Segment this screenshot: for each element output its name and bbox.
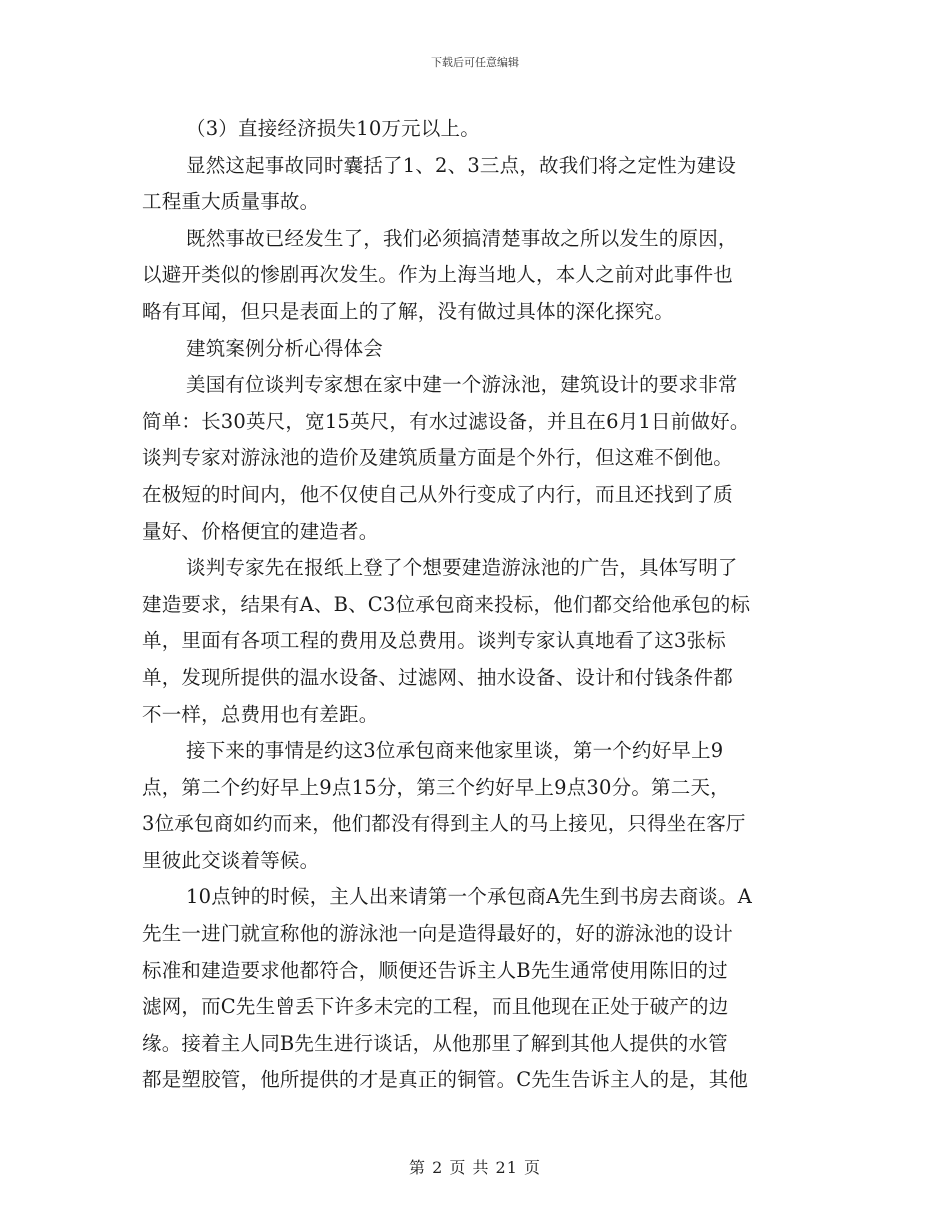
paragraph-line: 以避开类似的惨剧再次发生。作为上海当地人，本人之前对此事件也 [142,263,734,287]
paragraph-line: 3位承包商如约而来，他们都没有得到主人的马上接见，只得坐在客厅 [142,812,746,836]
paragraph-line: 工程重大质量事故。 [142,190,320,214]
paragraph-line: 单，里面有各项工程的费用及总费用。谈判专家认真地看了这3张标 [142,629,726,653]
paragraph-line: 不一样，总费用也有差距。 [142,702,379,726]
paragraph-line: 10点钟的时候，主人出来请第一个承包商A先生到书房去商谈。A [186,885,752,909]
paragraph-line: 显然这起事故同时囊括了1、2、3三点，故我们将之定性为建设 [186,153,737,177]
paragraph-line: 美国有位谈判专家想在家中建一个游泳池，建筑设计的要求非常 [186,373,738,397]
paragraph-line: 接下来的事情是约这3位承包商来他家里谈，第一个约好早上9 [186,739,724,763]
paragraph-line: 缘。接着主人同B先生进行谈话，从他那里了解到其他人提供的水管 [142,1031,728,1055]
paragraph-line: 滤网，而C先生曾丢下许多未完的工程，而且他现在正处于破产的边 [142,995,729,1019]
document-body [142,111,822,1099]
page-number-footer: 第 2 页 共 21 页 [409,1158,541,1177]
paragraph-line: （3）直接经济损失10万元以上。 [186,117,480,140]
paragraph-line: 点，第二个约好早上9点15分，第三个约好早上9点30分。第二天， [142,775,730,799]
paragraph-line: 先生一进门就宣称他的游泳池一向是造得最好的，好的游泳池的设计 [142,922,734,946]
paragraph-line: 单，发现所提供的温水设备、过滤网、抽水设备、设计和付钱条件都 [142,665,734,689]
paragraph-line: 建造要求，结果有A、B、C3位承包商来投标，他们都交给他承包的标 [142,592,751,616]
paragraph-line: 略有耳闻，但只是表面上的了解，没有做过具体的深化探究。 [142,299,674,323]
paragraph-line: 都是塑胶管，他所提供的才是真正的铜管。C先生告诉主人的是，其他 [142,1068,749,1092]
paragraph-line: 量好、价格便宜的建造者。 [142,519,379,543]
page-header: 下载后可任意编辑 [431,56,519,69]
paragraph-line: 既然事故已经发生了，我们必须搞清楚事故之所以发生的原因， [186,226,738,250]
section-title: 建筑案例分析心得体会 [186,336,384,360]
paragraph-line: 简单：长30英尺，宽15英尺，有水过滤设备，并且在6月1日前做好。 [142,409,750,433]
paragraph-line: 谈判专家对游泳池的造价及建筑质量方面是个外行，但这难不倒他。 [142,446,734,470]
paragraph-line: 里彼此交谈着等候。 [142,848,320,872]
paragraph-line: 谈判专家先在报纸上登了个想要建造游泳池的广告，具体写明了 [186,556,738,580]
paragraph-line: 在极短的时间内，他不仅使自己从外行变成了内行，而且还找到了质 [142,482,734,506]
paragraph-line: 标准和建造要求他都符合，顺便还告诉主人B先生通常使用陈旧的过 [142,958,728,982]
